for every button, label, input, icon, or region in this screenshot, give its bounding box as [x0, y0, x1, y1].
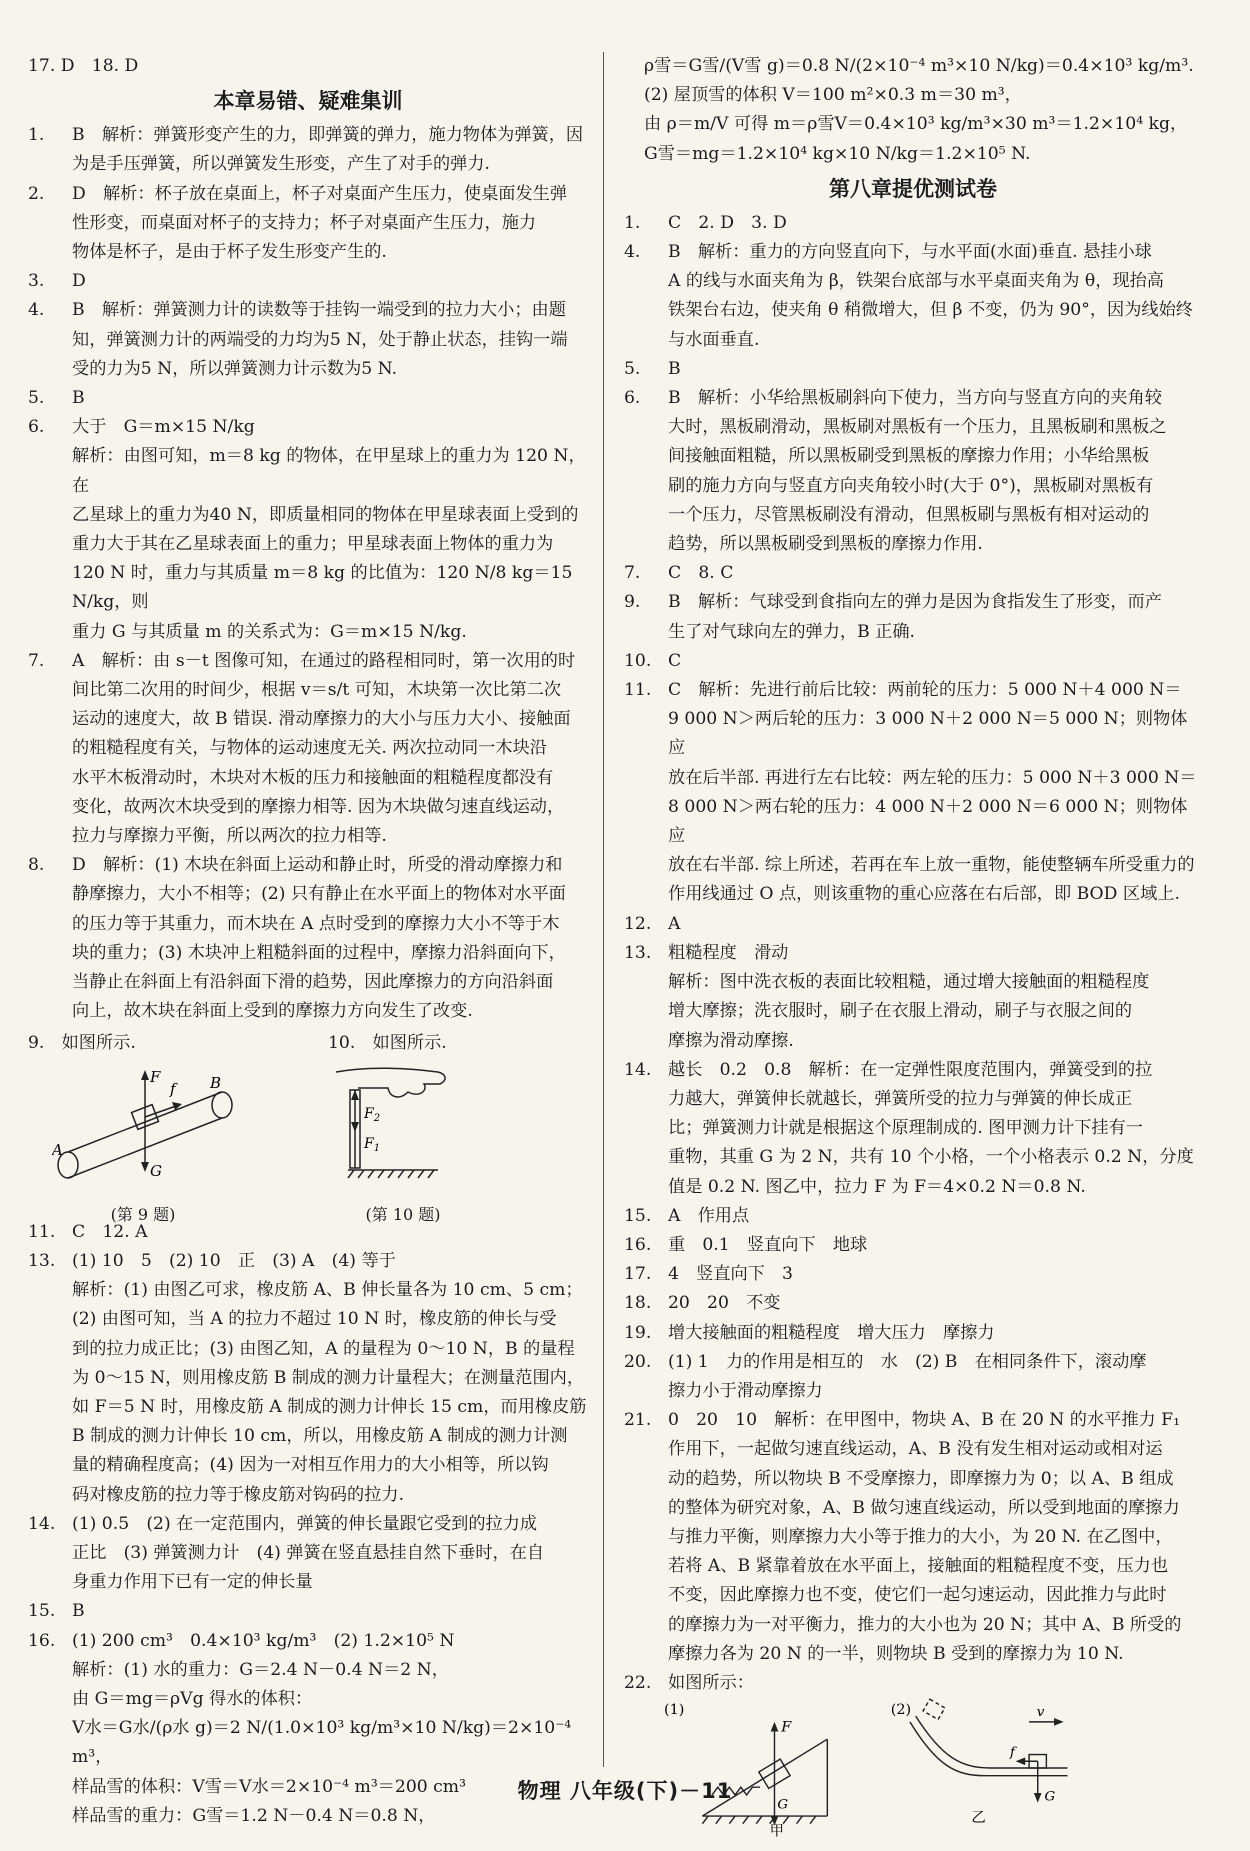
- fig22-label1: (1): [664, 1702, 685, 1719]
- item-text: A 作用点: [668, 1205, 750, 1226]
- answer-item: [624, 384, 1202, 559]
- item-line: 身重力作用下已有一定的伸长量: [72, 1572, 313, 1593]
- item-line: 作用下，一起做匀速直线运动，A、B 没有发生相对运动或相对运: [668, 1439, 1163, 1460]
- answer-item: [624, 1231, 1202, 1260]
- item-line: 运动的速度大，故 B 错误. 滑动摩擦力的大小与压力大小、接触面: [72, 709, 571, 730]
- item-text: (1) 200 cm³ 0.4×10³ kg/m³ (2) 1.2×10⁵ N: [72, 1630, 455, 1651]
- item-line: 量的精确程度高；(4) 因为一对相互作用力的大小相等，所以钩: [72, 1455, 549, 1476]
- item-text: B: [668, 358, 681, 379]
- item-line: 的压力等于其重力，而木块在 A 点时受到的摩擦力大小不等于木: [72, 913, 560, 934]
- item-number: 2.: [28, 183, 45, 204]
- item-line: 8 000 N＞两右轮的压力：4 000 N＋2 000 N＝6 000 N；则物体应: [668, 796, 1188, 847]
- answer-list-3: [624, 209, 1202, 1698]
- item-number: 9.: [624, 592, 641, 613]
- item-line: 解析：由图可知，m＝8 kg 的物体，在甲星球上的重力为 120 N，在: [72, 446, 586, 496]
- item-text: B: [72, 388, 85, 409]
- item-number: 15.: [28, 1601, 56, 1622]
- figure-row: [28, 1029, 588, 1058]
- item-text: B 解析：气球受到食指向左的弹力是因为食指发生了形变，而产: [668, 592, 1162, 613]
- fig22-f: f: [1009, 1745, 1015, 1761]
- item-text: D: [72, 271, 86, 292]
- answer-item: [624, 1202, 1202, 1231]
- item-text: B 解析：弹簧形变产生的力，即弹簧的弹力，施力物体为弹簧，因: [72, 125, 584, 146]
- answer-item: [624, 1669, 1202, 1698]
- item-number: 10.: [624, 650, 652, 671]
- item-text: D 解析：杯子放在桌面上，杯子对桌面产生压力，使桌面发生弹: [72, 183, 568, 204]
- item-number: 4.: [28, 300, 45, 321]
- figure-9: [28, 1058, 328, 1224]
- item-text: 20 20 不变: [668, 1293, 781, 1314]
- figure-10: [328, 1058, 588, 1224]
- item-line: 铁架台右边，使夹角 θ 稍微增大，但 β 不变，仍为 90°，因为线始终: [668, 300, 1193, 321]
- item-text: C: [668, 650, 682, 671]
- answer-item: [624, 1319, 1202, 1348]
- answer-item: [28, 384, 588, 413]
- fig9-B: B: [210, 1073, 222, 1092]
- item-number: 7.: [28, 650, 45, 671]
- answer-item: [28, 413, 588, 647]
- answer-item: [624, 910, 1202, 939]
- item-line: 静摩擦力，大小不相等；(2) 只有静止在水平面上的物体对水平面: [72, 884, 566, 905]
- item-number: 6.: [28, 417, 45, 438]
- item-number: 5.: [624, 358, 641, 379]
- answer-item: [624, 647, 1202, 676]
- item-line: 120 N 时，重力与其质量 m＝8 kg 的比值为：120 N/8 kg＝15 N/kg，则: [72, 563, 573, 613]
- item-number: 14.: [28, 1513, 56, 1534]
- item-text: 0 20 10 解析：在甲图中，物块 A、B 在 20 N 的水平推力 F₁: [668, 1410, 1180, 1431]
- answer-item: [624, 939, 1202, 1056]
- fig10-F1: $F_1$: [364, 1135, 381, 1154]
- item-line: 解析：图中洗衣板的表面比较粗糙，通过增大接触面的粗糙程度: [668, 972, 1150, 993]
- page-footer: 物理 八年级(下)－11: [517, 1779, 733, 1803]
- answer-item: [28, 121, 588, 179]
- item-text: D 解析：(1) 木块在斜面上运动和静止时，所受的滑动摩擦力和: [72, 855, 563, 876]
- answer-item: [28, 1597, 588, 1626]
- fig22-G: G: [777, 1797, 789, 1813]
- item-number: 18.: [624, 1293, 652, 1314]
- item-line: 值是 0.2 N. 图乙中，拉力 F 为 F＝4×0.2 N＝0.8 N.: [668, 1176, 1086, 1197]
- item-number: 15.: [624, 1205, 652, 1226]
- item-line: 生了对气球向左的弹力，B 正确.: [668, 621, 915, 642]
- item-line: V水＝G水/(ρ水 g)＝2 N/(1.0×10³ kg/m³×10 N/kg)＝2×10⁻⁴ m³，: [72, 1718, 572, 1768]
- answer-item: [28, 267, 588, 296]
- solution-line: G雪＝mg＝1.2×10⁴ kg×10 N/kg＝1.2×10⁵ N.: [644, 143, 1031, 164]
- item-number: 13.: [28, 1250, 56, 1271]
- item-line: 由 G＝mg＝ρVg 得水的体积：: [72, 1688, 313, 1709]
- item-line: 解析：(1) 水的重力：G＝2.4 N－0.4 N＝2 N，: [72, 1659, 449, 1680]
- item-line: 拉力与摩擦力平衡，所以两次的拉力相等.: [72, 826, 387, 847]
- item-line: 性形变，而桌面对杯子的支持力；杯子对桌面产生压力，施力: [72, 212, 537, 233]
- fig9-A: A: [52, 1140, 63, 1159]
- item-line: 物体是杯子，是由于杯子发生形变产生的.: [72, 242, 387, 263]
- fig22-F: F: [781, 1719, 792, 1736]
- item-line: 为 0～15 N，则用橡皮筋 B 制成的测力计量程大；在测量范围内，: [72, 1367, 585, 1388]
- item-text: B 解析：小华给黑板刷斜向下使力，当方向与竖直方向的夹角较: [668, 388, 1162, 409]
- item-number: 21.: [624, 1410, 652, 1431]
- item-line: 的摩擦力为一对平衡力，推力的大小也为 20 N；其中 A、B 所受的: [668, 1614, 1182, 1635]
- item-line: 一个压力，尽管黑板刷没有滑动，但黑板刷与黑板有相对运动的: [668, 504, 1150, 525]
- item-text: 如图所示：: [668, 1672, 754, 1693]
- item-line: 与推力平衡，则摩擦力大小等于推力的大小，为 20 N. 在乙图中，: [668, 1526, 1173, 1547]
- item-number: 11.: [624, 680, 652, 701]
- item-line: 为是手压弹簧，所以弹簧发生形变，产生了对手的弹力.: [72, 154, 490, 175]
- item-number: 20.: [624, 1351, 652, 1372]
- item-text: B 解析：重力的方向竖直向下，与水平面(水面)垂直. 悬挂小球: [668, 242, 1152, 263]
- section-title: 本章易错、疑难集训: [213, 89, 403, 114]
- item-line: 与水面垂直.: [668, 329, 760, 350]
- item-number: 8.: [28, 855, 45, 876]
- item-line: 重力 G 与其质量 m 的关系式为：G＝m×15 N/kg.: [72, 621, 467, 642]
- item-text: C 8. C: [668, 563, 734, 584]
- item-text: B 解析：弹簧测力计的读数等于挂钩一端受到的拉力大小；由题: [72, 300, 566, 321]
- figure-22: [624, 1698, 1202, 1838]
- item-line: 9 000 N＞两后轮的压力：3 000 N＋2 000 N＝5 000 N；则物体应: [668, 709, 1188, 759]
- item-line: 样品雪的重力：G雪＝1.2 N－0.4 N＝0.8 N，: [72, 1805, 436, 1826]
- right-column: [624, 52, 1202, 1838]
- item-line: 力越大，弹簧伸长就越长，弹簧所受的拉力与弹簧的伸长成正: [668, 1088, 1133, 1109]
- item-line: 作用线通过 O 点，则该重物的重心应落在右后部，即 BOD 区域上.: [668, 884, 1180, 905]
- fig9-G: G: [150, 1161, 162, 1180]
- item-text: C 12. A: [72, 1221, 148, 1242]
- answer-item: [624, 676, 1202, 910]
- solution-line: ρ雪＝G雪/(V雪 g)＝0.8 N/(2×10⁻⁴ m³×10 N/kg)＝0.4×10³ kg/m³.: [644, 56, 1194, 76]
- item-line: 的粗糙程度有关，与物体的运动速度无关. 两次拉动同一木块沿: [72, 738, 547, 759]
- item-line: 解析：(1) 由图乙可求，橡皮筋 A、B 伸长量各为 10 cm、5 cm；: [72, 1280, 583, 1301]
- item-line: 到的拉力成正比；(3) 由图乙知，A 的量程为 0～10 N，B 的量程: [72, 1338, 575, 1359]
- answer-item: [624, 209, 1202, 238]
- item-number: 22.: [624, 1672, 652, 1693]
- answer-list: [28, 121, 588, 1026]
- item-line: 动的趋势，所以物块 B 不受摩擦力，即摩擦力为 0；以 A、B 组成: [668, 1468, 1174, 1489]
- item-line: 如 F＝5 N 时，用橡皮筋 A 制成的测力计伸长 15 cm，而用橡皮筋: [72, 1396, 587, 1417]
- item-line: 水平木板滑动时，木块对木板的压力和接触面的粗糙程度都没有: [72, 767, 554, 788]
- item-number: 16.: [28, 1630, 56, 1651]
- item-line: 大时，黑板刷滑动，黑板刷对黑板有一个压力，且黑板刷和黑板之: [668, 417, 1167, 438]
- answer-item: [624, 1289, 1202, 1318]
- item-text: A 解析：由 s－t 图像可知，在通过的路程相同时，第一次用的时: [72, 650, 576, 671]
- item-text: (1) 10 5 (2) 10 正 (3) A (4) 等于: [72, 1250, 396, 1271]
- fig22-jia: 甲: [769, 1823, 785, 1839]
- item-number: 19.: [624, 1322, 652, 1343]
- item-number: 12.: [624, 913, 652, 934]
- item-line: (2) 由图可知，当 A 的拉力不超过 10 N 时，橡皮筋的伸长与受: [72, 1309, 557, 1330]
- item-line: 放在右半部. 综上所述，若再在车上放一重物，能使整辆车所受重力的: [668, 855, 1195, 876]
- item-line: 受的力为5 N，所以弹簧测力计示数为5 N.: [72, 358, 398, 379]
- left-column: [28, 52, 588, 1831]
- item-line: 不变，因此摩擦力也不变，使它们一起匀速运动，因此推力与此时: [668, 1585, 1167, 1606]
- item-text: 越长 0.2 0.8 解析：在一定弹性限度范围内，弹簧受到的拉: [668, 1059, 1153, 1080]
- fig9-caption: (第 9 题): [110, 1204, 176, 1224]
- item-text: B: [72, 1601, 85, 1622]
- fig9-F: F: [150, 1067, 161, 1086]
- column-divider: [603, 52, 604, 1767]
- fig10-caption: (第 10 题): [365, 1204, 441, 1224]
- item-text: C 解析：先进行前后比较：两前轮的压力：5 000 N＋4 000 N＝: [668, 680, 1182, 701]
- item-line: 摩擦力各为 20 N 的一半，则物块 B 受到的摩擦力为 10 N.: [668, 1643, 1124, 1664]
- item-line: 若将 A、B 紧靠着放在水平面上，接触面的粗糙程度不变，压力也: [668, 1556, 1169, 1577]
- fig22-yi: 乙: [971, 1809, 986, 1826]
- item-line: 摩擦为滑动摩擦.: [668, 1030, 794, 1051]
- fig10-label: 10. 如图所示.: [328, 1032, 447, 1053]
- item-text: 重 0.1 竖直向下 地球: [668, 1234, 868, 1255]
- item-text: 大于 G＝m×15 N/kg: [72, 417, 255, 438]
- item-line: 重物，其重 G 为 2 N，共有 10 个小格，一个小格表示 0.2 N，分度: [668, 1147, 1194, 1168]
- fig10-F2: $F_2$: [364, 1105, 381, 1124]
- item-number: 3.: [28, 271, 45, 292]
- answer-item: [624, 238, 1202, 355]
- answer-item: [624, 1406, 1202, 1669]
- item-line: 趋势，所以黑板刷受到黑板的摩擦力作用.: [668, 534, 983, 555]
- answer-item: [624, 1348, 1202, 1406]
- top-answers: 17. D 18. D: [28, 56, 139, 76]
- item-text: 粗糙程度 滑动: [668, 942, 789, 963]
- item-line: 乙星球上的重力为40 N，即质量相同的物体在甲星球表面上受到的: [72, 504, 579, 525]
- item-number: 16.: [624, 1234, 652, 1255]
- item-line: 增大摩擦；洗衣服时，刷子在衣服上滑动，刷子与衣服之间的: [668, 1001, 1133, 1022]
- answer-item: [28, 180, 588, 268]
- item-line: B 制成的测力计伸长 10 cm，所以，用橡皮筋 A 制成的测力计测: [72, 1426, 568, 1447]
- answer-item: [624, 355, 1202, 384]
- item-line: 知，弹簧测力计的两端受的力均为5 N，处于静止状态，挂钩一端: [72, 329, 568, 350]
- item-text: C 2. D 3. D: [668, 212, 787, 233]
- answer-item: [624, 1056, 1202, 1202]
- item-text: (1) 0.5 (2) 在一定范围内，弹簧的伸长量跟它受到的拉力成: [72, 1513, 538, 1534]
- item-number: 13.: [624, 942, 652, 963]
- item-number: 1.: [624, 212, 641, 233]
- item-number: 4.: [624, 242, 641, 263]
- item-line: 间比第二次用的时间少，根据 v＝s/t 可知，木块第一次比第二次: [72, 680, 562, 701]
- item-line: 重力大于其在乙星球表面上的重力；甲星球表面上物体的重力为: [72, 534, 554, 555]
- item-line: 码对橡皮筋的拉力等于橡皮筋对钩码的拉力.: [72, 1484, 405, 1505]
- item-line: 的整体为研究对象，A、B 做匀速直线运动，所以受到地面的摩擦力: [668, 1497, 1180, 1518]
- item-line: 向上，故木块在斜面上受到的摩擦力方向发生了改变.: [72, 1001, 473, 1022]
- fig22-v: v: [1036, 1705, 1045, 1721]
- item-number: 5.: [28, 388, 45, 409]
- answer-item: [28, 1247, 588, 1510]
- item-text: 4 竖直向下 3: [668, 1264, 793, 1285]
- solution-line: (2) 屋顶雪的体积 V＝100 m²×0.3 m＝30 m³，: [644, 85, 1022, 106]
- item-line: 间接触面粗糙，所以黑板刷受到黑板的摩擦力作用；小华给黑板: [668, 446, 1150, 467]
- item-line: 样品雪的体积：V雪＝V水＝2×10⁻⁴ m³＝200 cm³: [72, 1776, 466, 1797]
- fig9-label: 9. 如图所示.: [28, 1032, 136, 1053]
- answer-item: [624, 1260, 1202, 1289]
- item-text: (1) 1 力的作用是相互的 水 (2) B 在相同条件下，滚动摩: [668, 1351, 1147, 1372]
- item-line: A 的线与水面夹角为 β，铁架台底部与水平桌面夹角为 θ，现抬高: [668, 271, 1164, 292]
- answer-item: [28, 851, 588, 1026]
- item-line: 放在后半部. 再进行左右比较：两左轮的压力：5 000 N＋3 000 N＝: [668, 767, 1197, 788]
- answer-item: [28, 296, 588, 384]
- item-line: 比；弹簧测力计就是根据这个原理制成的. 图甲测力计下挂有一: [668, 1118, 1143, 1139]
- item-number: 17.: [624, 1264, 652, 1285]
- answer-item: [624, 588, 1202, 646]
- item-line: 擦力小于滑动摩擦力: [668, 1380, 823, 1401]
- fig22-label2: (2): [890, 1702, 912, 1719]
- answer-list-2: [28, 1218, 588, 1831]
- continued-solution: [624, 52, 1202, 169]
- item-line: 当静止在斜面上有沿斜面下滑的趋势，因此摩擦力的方向沿斜面: [72, 972, 554, 993]
- section-title-2: 第八章提优测试卷: [829, 176, 997, 201]
- item-number: 7.: [624, 563, 641, 584]
- item-line: 刷的施力方向与竖直方向夹角较小时(大于 0°)，黑板刷对黑板有: [668, 475, 1154, 496]
- item-text: 增大接触面的粗糙程度 增大压力 摩擦力: [668, 1322, 995, 1343]
- item-number: 6.: [624, 388, 641, 409]
- answer-item: [28, 647, 588, 851]
- solution-line: 由 ρ＝m/V 可得 m＝ρ雪V＝0.4×10³ kg/m³×30 m³＝1.2×10⁴ kg，: [644, 114, 1188, 135]
- answer-item: [624, 559, 1202, 588]
- item-number: 14.: [624, 1059, 652, 1080]
- item-line: 正比 (3) 弹簧测力计 (4) 弹簧在竖直悬挂自然下垂时，在自: [72, 1542, 545, 1563]
- item-line: 变化，故两次木块受到的摩擦力相等. 因为木块做匀速直线运动，: [72, 796, 565, 817]
- item-text: A: [668, 913, 681, 934]
- answer-item: [28, 1510, 588, 1598]
- item-number: 11.: [28, 1221, 56, 1242]
- fig22-G2: G: [1044, 1789, 1056, 1805]
- fig9-f: f: [170, 1079, 176, 1098]
- item-number: 1.: [28, 125, 45, 146]
- item-line: 块的重力；(3) 木块冲上粗糙斜面的过程中，摩擦力沿斜面向下，: [72, 942, 566, 963]
